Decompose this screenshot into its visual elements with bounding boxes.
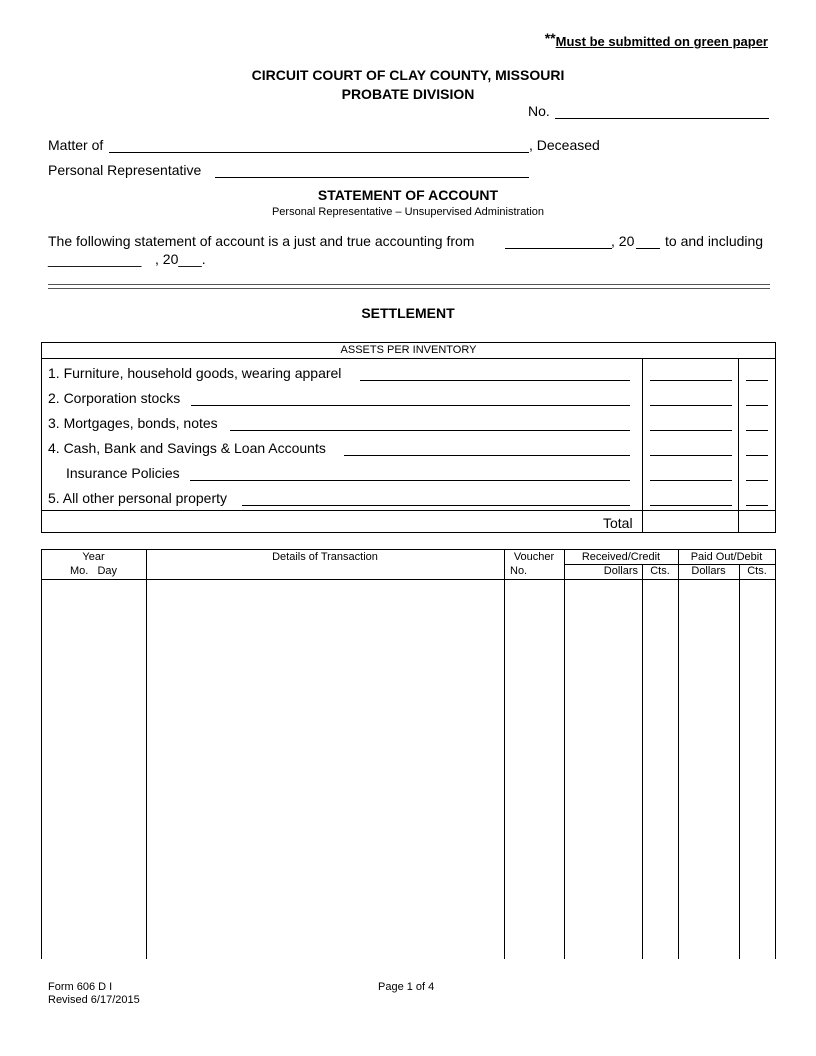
asset-item-label: 1. Furniture, household goods, wearing apparel [48,365,345,381]
to-year-text: , 20___. [155,251,206,267]
asset-dollars-field[interactable] [650,430,732,431]
from-year-field[interactable] [636,248,660,249]
asset-cents-field[interactable] [746,455,768,456]
asset-cents-field[interactable] [746,430,768,431]
ledger-header-rule [41,579,775,580]
asset-item-label: 3. Mortgages, bonds, notes [48,415,218,431]
asset-cents-field[interactable] [746,505,768,506]
asset-dollars-field[interactable] [650,380,732,381]
col-voucher: Voucher [513,551,555,563]
statement-subtitle: Personal Representative – Unsupervised Administration [271,206,545,218]
section-divider [48,284,770,289]
asset-description-field[interactable] [242,505,630,506]
asset-cents-field[interactable] [746,405,768,406]
col-paid-out-debit: Paid Out/Debit [690,551,763,563]
asset-description-field[interactable] [360,380,630,381]
asset-description-field[interactable] [230,430,630,431]
asset-description-field[interactable] [190,480,630,481]
asset-item-label: 2. Corporation stocks [48,390,181,406]
assets-header: ASSETS PER INVENTORY [340,344,477,356]
court-header [0,66,816,104]
form-number: Form 606 D I [48,981,113,993]
notice-text: Must be submitted on green paper [555,34,768,49]
col-received-cents: Cts. [650,565,670,577]
transaction-ledger [41,549,776,959]
ledger-col-line [504,550,505,959]
asset-description-field[interactable] [344,455,630,456]
asset-cents-field[interactable] [746,380,768,381]
court-name: CIRCUIT COURT OF CLAY COUNTY, MISSOURI [251,67,565,83]
from-year-prefix: , 20 [611,233,635,249]
asset-cents-field[interactable] [746,480,768,481]
settlement-title: SETTLEMENT [361,305,455,321]
revision-date: Revised 6/17/2015 [48,994,140,1006]
to-date-field[interactable]: ____________ [48,251,142,267]
ledger-col-line [678,550,679,959]
asset-dollars-field[interactable] [650,480,732,481]
asset-dollars-field[interactable] [650,405,732,406]
ledger-col-line [41,550,42,959]
page-number: Page 1 of 4 [378,981,435,993]
personal-representative-field[interactable] [215,177,529,178]
personal-representative-label: Personal Representative [48,162,202,178]
col-received-credit: Received/Credit [581,551,661,563]
from-date-field[interactable] [505,248,612,249]
col-details: Details of Transaction [272,551,378,563]
assets-total-rule [42,510,775,511]
decedent-name-field[interactable] [109,152,529,153]
green-paper-notice [545,30,768,49]
assets-divider-2 [738,358,739,532]
deceased-label: , Deceased [529,137,600,153]
assets-total-label: Total [603,515,633,531]
col-received-dollars: Dollars [603,565,638,577]
case-number-label: No. [528,103,550,119]
ledger-col-line [146,550,147,959]
col-mo-day: Mo. Day [69,565,118,577]
assets-divider-1 [642,358,643,532]
asset-item-label: 4. Cash, Bank and Savings & Loan Accounts [48,440,326,456]
notice-stars: ** [544,30,556,46]
col-paid-dollars: Dollars [691,565,726,577]
statement-title: STATEMENT OF ACCOUNT [317,187,499,203]
ledger-col-line [564,550,565,959]
ledger-col-line [642,564,643,959]
ledger-col-line [739,564,740,959]
col-paid-cents: Cts. [747,565,767,577]
asset-description-field[interactable] [191,405,630,406]
col-voucher-no: No. [510,565,528,577]
col-year: Year [82,551,105,563]
to-and-including-label: to and including [665,233,764,249]
court-division: PROBATE DIVISION [341,86,475,102]
asset-dollars-field[interactable] [650,455,732,456]
matter-of-label: Matter of [48,137,104,153]
ledger-col-line [775,550,776,959]
statement-intro: The following statement of account is a just and true accounting from [48,233,475,249]
case-number-field[interactable] [555,118,769,119]
asset-item-label: 5. All other personal property [48,490,227,506]
asset-dollars-field[interactable] [650,505,732,506]
assets-header-rule [42,358,775,359]
asset-item-label: Insurance Policies [66,465,180,481]
